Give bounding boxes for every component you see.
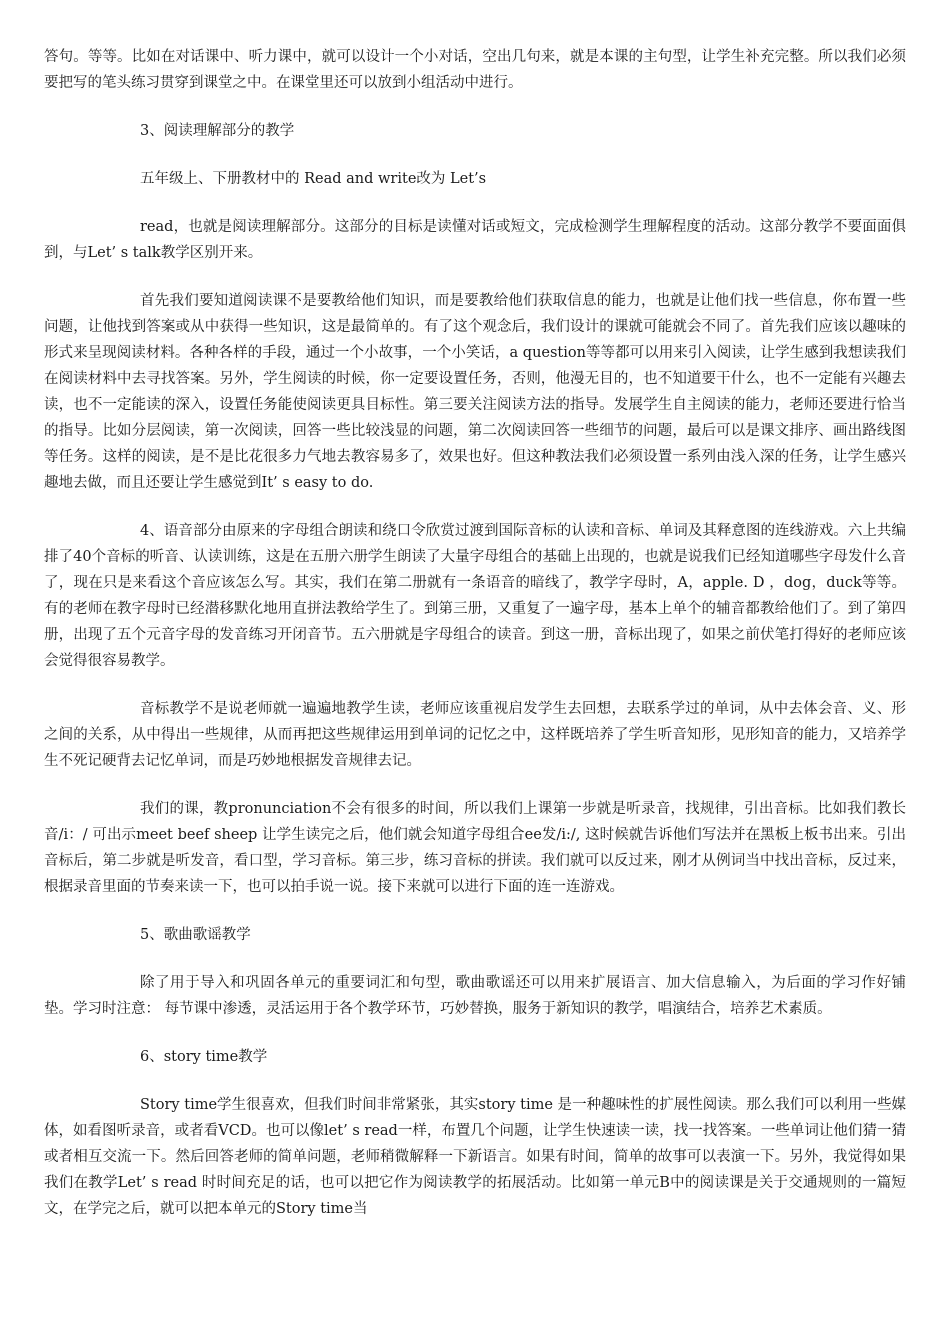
paragraph-songs: 除了用于导入和巩固各单元的重要词汇和句型，歌曲歌谣还可以用来扩展语言、加大信息输入，为后面的学习作好铺垫。学习时注意： 每节课中渗透，灵活运用于各个教学环节，巧妙替换，服务于新知识的教学，唱演结合，培养艺术素质。 xyxy=(44,975,906,1017)
paragraph-phonetics-teaching: 音标教学不是说老师就一遍遍地教学生读，老师应该重视启发学生去回想，去联系学过的单词，从中去体会音、义、形之间的关系，从中得出一些规律，从而再把这些规律运用到单词的记忆之中，这样既培养了学生听音知形，见形知音的能力，又培养学生不死记硬背去记忆单词，而是巧妙地根据发音规律去记。 xyxy=(44,701,906,769)
heading-reading-section: 3、阅读理解部分的教学 xyxy=(140,123,295,139)
heading-songs-section: 5、歌曲歌谣教学 xyxy=(140,927,251,943)
paragraph-pronunciation-class: 我们的课，教pronunciation不会有很多的时间，所以我们上课第一步就是听录音，找规律，引出音标。比如我们教长音/i：/ 可出示meet beef sheep 让学生读完之后，他们就会知道字母组合ee发/i:/, 这时候就告诉他们写法并在黑板上板书出来。引出音标后，第二步就是听发音，看口型，学习音标。第三步，练习音标的拼读。我们就可以反过来，刚才从例词当中找出音标，反过来，根据录音里面的节奏来读一下，也可以拍手说一说。接下来就可以进行下面的连一连游戏。 xyxy=(44,801,906,895)
paragraph-reading-textbook: 五年级上、下册教材中的 Read and write改为 Let’s xyxy=(140,171,487,187)
heading-story-time-section: 6、story time教学 xyxy=(140,1049,268,1065)
paragraph-intro: 答句。等等。比如在对话课中、听力课中，就可以设计一个小对话，空出几句来，就是本课的主句型，让学生补充完整。所以我们必须要把写的笔头练习贯穿到课堂之中。在课堂里还可以放到小组活动中进行。 xyxy=(44,49,906,91)
paragraph-reading-method: 首先我们要知道阅读课不是要教给他们知识，而是要教给他们获取信息的能力，也就是让他们找一些信息，你布置一些问题，让他找到答案或从中获得一些知识，这是最简单的。有了这个观念后，我们设计的课就可能就会不同了。首先我们应该以趣味的形式来呈现阅读材料。各种各样的手段，通过一个小故事，一个小笑话，a question等等都可以用来引入阅读，让学生感到我想读我们在阅读材料中去寻找答案。另外，学生阅读的时候，你一定要设置任务，否则，他漫无目的，也不知道要干什么，也不一定能有兴趣去读，也不一定能读的深入，设置任务能使阅读更具目标性。第三要关注阅读方法的指导。发展学生自主阅读的能力，老师还要进行恰当的指导。比如分层阅读，第一次阅读，回答一些比较浅显的问题，第二次阅读回答一些细节的问题，最后可以是课文排序、画出路线图等任务。这样的阅读，是不是比花很多力气地去教容易多了，效果也好。但这种教法我们必须设置一系列由浅入深的任务，让学生感兴趣地去做，而且还要让学生感觉到It’ s easy to do. xyxy=(44,293,906,491)
paragraph-reading-goal: read，也就是阅读理解部分。这部分的目标是读懂对话或短文，完成检测学生理解程度的活动。这部分教学不要面面俱到，与Let’ s talk教学区别开来。 xyxy=(44,219,906,261)
paragraph-story-time: Story time学生很喜欢，但我们时间非常紧张，其实story time 是一种趣味性的扩展性阅读。那么我们可以利用一些媒体，如看图听录音，或者看VCD。也可以像let’ s read一样，布置几个问题，让学生快速读一读，找一找答案。一些单词让他们猜一猜或者相互交流一下。然后回答老师的简单问题，老师稍微解释一下新语言。如果有时间，简单的故事可以表演一下。另外，我觉得如果我们在教学Let’ s read 时时间充足的话，也可以把它作为阅读教学的拓展活动。比如第一单元B中的阅读课是关于交通规则的一篇短文，在学完之后，就可以把本单元的Story time当 xyxy=(44,1097,906,1217)
paragraph-phonetics-intro: 4、语音部分由原来的字母组合朗读和绕口令欣赏过渡到国际音标的认读和音标、单词及其释意图的连线游戏。六上共编排了40个音标的听音、认读训练，这是在五册六册学生朗读了大量字母组合的基础上出现的，也就是说我们已经知道哪些字母发什么音了，现在只是来看这个音应该怎么写。其实，我们在第二册就有一条语音的暗线了，教学字母时，A，apple. D ，dog，duck等等。有的老师在教字母时已经潜移默化地用直拼法教给学生了。到第三册，又重复了一遍字母，基本上单个的辅音都教给他们了。到了第四册，出现了五个元音字母的发音练习开闭音节。五六册就是字母组合的读音。到这一册，音标出现了，如果之前伏笔打得好的老师应该会觉得很容易教学。 xyxy=(44,523,906,669)
